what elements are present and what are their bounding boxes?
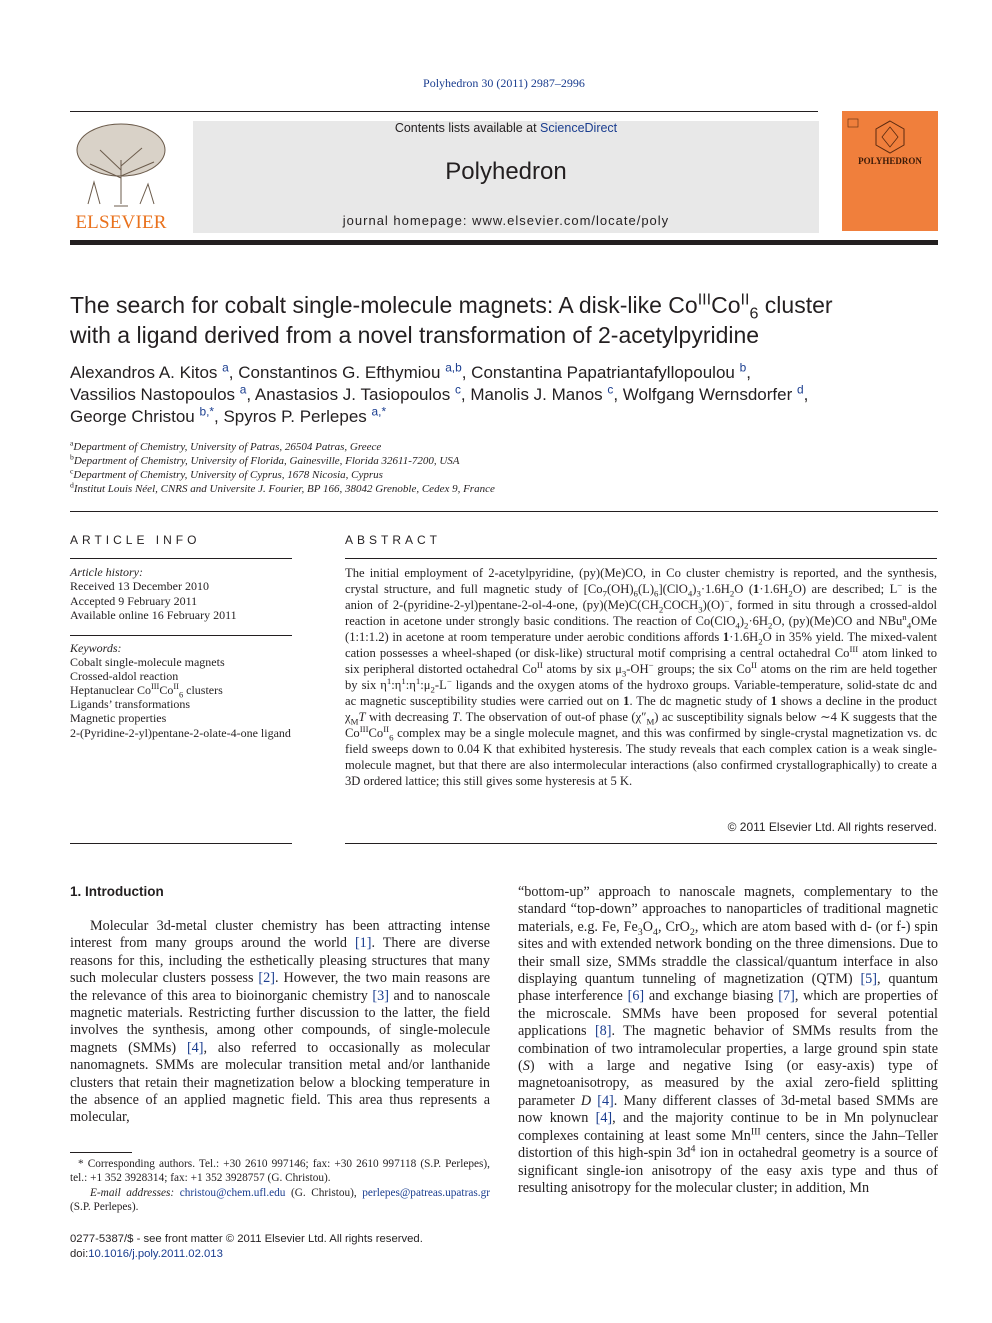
header-rule — [70, 111, 818, 112]
citation-link[interactable]: [5] — [860, 971, 877, 988]
history-online: Available online 16 February 2011 — [70, 608, 237, 623]
keyword: 2-(Pyridine-2-yl)pentane-2-olate-4-one ligand — [70, 725, 291, 740]
keyword: Ligands’ transformations — [70, 697, 191, 712]
contents-prefix: Contents lists available at — [394, 121, 541, 135]
author: Constantinos G. Efthymiou $^{a,b}$ — [238, 360, 462, 382]
citation-link[interactable]: [8] — [594, 1023, 612, 1040]
author-affiliation-link[interactable]: b,* — [199, 404, 215, 419]
history-label: Article history: — [70, 565, 143, 579]
abstract-heading: ABSTRACT — [345, 533, 442, 547]
article-history — [70, 565, 292, 623]
journal-citation-link[interactable]: Polyhedron 30 (2011) 2987–2996 — [423, 76, 585, 90]
affiliation: $^a$Department of Chemistry, University of Patras, 26504 Patras, Greece — [70, 438, 382, 453]
citation-link[interactable]: [7] — [778, 988, 795, 1005]
title-sup: III — [697, 290, 712, 309]
abstract-rule — [345, 558, 937, 559]
corresponding-author-note: * Corresponding authors. Tel.: +30 2610 997146; fax: +30 2610 997118 (S.P. Perlepes), tel.: +1 352 3928314; fax: +1 352 3928757 (G. Christou). — [70, 1158, 490, 1185]
author: Spyros P. Perlepes $^{a,*}$ — [223, 404, 387, 426]
title-part: Co — [711, 292, 741, 318]
title-part: cluster — [758, 292, 833, 318]
title-sub: 6 — [749, 304, 759, 323]
doi-link[interactable]: 10.1016/j.poly.2011.02.013 — [88, 1247, 223, 1260]
author-affiliation-link[interactable]: c — [454, 382, 461, 397]
title-sup: II — [740, 290, 750, 309]
copyright-notice: © 2011 Elsevier Ltd. All rights reserved. — [727, 820, 937, 834]
abstract-bottom-rule — [345, 843, 937, 844]
journal-name: Polyhedron — [445, 158, 567, 185]
author-affiliation-link[interactable]: b — [739, 360, 747, 375]
contents-line — [193, 121, 819, 135]
cover-title: POLYHEDRON — [858, 156, 922, 166]
article-info-rule — [70, 558, 292, 559]
author: Vassilios Nastopoulos $^a$ — [70, 382, 247, 404]
author: Manolis J. Manos $^c$ — [470, 382, 614, 404]
title-part: The search for cobalt single-molecule magnets: A disk-like Co — [70, 292, 698, 318]
journal-cover-image — [842, 111, 938, 231]
author: George Christou $^{b,*}$ — [70, 404, 215, 426]
author-affiliation-link[interactable]: d — [796, 382, 804, 397]
author-affiliation-link[interactable]: a — [239, 382, 247, 397]
section-rule — [70, 511, 938, 512]
author-affiliation-link[interactable]: a — [222, 360, 229, 375]
homepage-prefix: journal homepage: — [342, 213, 473, 228]
article-title — [70, 290, 950, 350]
author-affiliation-link[interactable]: a,* — [371, 404, 387, 419]
keyword: Crossed-aldol reaction — [70, 669, 179, 684]
citation-link[interactable]: [4] — [186, 1039, 204, 1056]
email-note: E-mail addresses: christou@chem.ufl.edu (G. Christou), perlepes@patreas.upatras.gr (S.P. Perlepes). — [70, 1186, 490, 1214]
affiliation: $^c$Department of Chemistry, University of Cyprus, 1678 Nicosia, Cyprus — [70, 466, 383, 481]
intro-column-2: “bottom-up” approach to nanoscale magnets, complementary to the standard “top-down” approaches to nanoparticles of traditional magnetic materials, e.g. Fe, $Fe_3O_4$, CrO$_2$, which are atom based with d- (or f-) spin sites and with extended network bonding on the three dimensions. Due to their small size, SMMs straddle the classical/quantum interface in also displaying quantum tunneling of magnetization (QTM) [5], quantum phase interference [6] and exchange biasing [7], which are properties of the microscale. SMMs have been proposed for several potential applications [8]. The magnetic behavior of SMMs results from the combination of two intramolecular properties, a large ground spin state (S) with a large and negative Ising (or easy-axis) type of magnetoanisotropy, as measured by the axial zero-field splitting parameter D [4]. Many different classes of 3d-metal based SMMs are now known [4], and the majority continue to be in Mn polynuclear complexes containing at least some $Mn^{III}$ centers, since the Jahn–Teller distortion of this high-spin $3d^4$ ion in octahedral geometry is a source of significant single-ion anisotropy of the easy axis type and thus of resulting anisotropy for the molecular cluster; in addition, Mn — [518, 884, 939, 1196]
citation-link[interactable]: [3] — [372, 987, 389, 1004]
front-matter-notice — [70, 1232, 490, 1261]
author: Constantina Papatriantafyllopoulou $^b$ — [471, 360, 747, 382]
footnotes — [70, 1157, 490, 1215]
author: Anastasios J. Tasiopoulos $^c$ — [254, 382, 461, 404]
introduction-heading: 1. Introduction — [70, 884, 164, 899]
affiliation: $^b$Department of Chemistry, University of Florida, Gainesville, Florida 32611-7200, USA — [70, 452, 460, 467]
sciencedirect-link[interactable]: ScienceDirect — [540, 121, 618, 135]
journal-homepage — [193, 213, 819, 228]
keyword: Heptanuclear $Co^{III}Co^{II}_6$ clusters — [70, 682, 223, 700]
author: Wolfgang Wernsdorfer $^d$ — [622, 382, 804, 404]
history-accepted: Accepted 9 February 2011 — [70, 593, 198, 608]
abstract-text: The initial employment of 2-acetylpyridine, (py)(Me)CO, in Co cluster chemistry is reported, and the synthesis, crystal structure, and full magnetic study of $[Co_7(OH)_6(L)_6](ClO_4)_3\cdot 1.6H_2O$ $(1\cdot 1.6H_2O)$ are described; L− is the anion of 2-(pyridine-2-yl)pentane-2-ol-4-one, $(py)(Me)C(CH_2COCH_3)(O)^-$, formed in situ through a crossed-aldol reaction in acetone under strongly basic conditions. The reaction of $Co(ClO_4)_2\cdot 6H_2O$, (py)(Me)CO and NBu$^n_4$OMe (1:1:1.2) in acetone at room temperature under aerobic conditions affords $1\cdot 1.6H_2O$ in 35% yield. The mixed-valent cation possesses a wheel-shaped (or disk-like) structural motif comprising a central octahedral $Co^{III}$ atom linked to six peripheral distorted octahedral $Co^{II}$ atoms by six $\mu_3-OH^-$ groups; the six $Co^{II}$ atoms on the rim are held together by six $\eta^1:\eta^1:\eta^1:\mu_2-L^-$ ligands and the oxygen atoms of the hydroxo groups. Variable-temperature, solid-state dc and ac magnetic susceptibility studies were carried out on 1. The dc magnetic study of 1 shows a decline in the product $\chi_MT$ with decreasing T. The observation of out-of phase $(\chi''_M)$ ac susceptibility signals below ∼4 K suggests that the $Co^{III}Co^{II}_6$ complex may be a single molecule magnet, and this was confirmed by single-crystal magnetization vs. dc field sweeps down to 0.04 K that exhibited hysteresis. The study reveals that each complex cation is a weak single-molecule magnet, but that there are also intermolecular interactions (also confirmed crystallographically) to create a 3D ordered lattice; this still gives some hysteresis at 5 K. — [345, 566, 938, 788]
affiliation: $^d$Institut Louis Néel, CNRS and Universite J. Fourier, BP 166, 38042 Grenoble, Cedex 9, France — [70, 480, 495, 495]
elsevier-tree-icon — [70, 120, 172, 210]
citation-link[interactable]: [4] — [597, 1092, 614, 1109]
intro-column-1: Molecular 3d-metal cluster chemistry has been attracting intense interest from many groups around the world [1]. There are diverse reasons for this, including the esthetically pleasing structures that many such molecular clusters possess [2]. However, the two main reasons are the relevance of this area to bioinorganic chemistry [3] and to nanoscale magnetic materials. Restricting further discussion to the latter, the field involves the synthesis, among other compounds, of single-molecule magnets (SMMs) [4], also referred to occasionally as molecular nanomagnets. SMMs are molecular transition metal and/or lanthanide clusters that retain their magnetization below a blocking temperature in the absence of an applied magnetic field. This area thus represents a molecular, — [70, 918, 491, 1126]
elsevier-wordmark: ELSEVIER — [75, 212, 167, 233]
keyword: Magnetic properties — [70, 711, 167, 726]
header-thick-rule — [70, 240, 938, 245]
elsevier-logo — [70, 120, 172, 232]
author-list: Alexandros A. Kitos $^a$, Constantinos G. Efthymiou $^{a,b}$, Constantina Papatriantafyllopoulou $^b$, Vassilios Nastopoulos $^a$, Anastasios J. Tasiopoulos $^c$, Manolis J. Manos $^c$, Wolfgang Wernsdorfer $^d$, George Christou $^{b,*}$, Spyros P. Perlepes $^{a,*}$ — [70, 360, 809, 426]
doi-line: doi:10.1016/j.poly.2011.02.013 — [70, 1247, 223, 1260]
title-line-2: with a ligand derived from a novel transformation of 2-acetylpyridine — [70, 322, 760, 348]
keywords-rule — [70, 635, 292, 636]
author-affiliation-link[interactable]: c — [607, 382, 614, 397]
history-received: Received 13 December 2010 — [70, 579, 209, 594]
email-link-christou[interactable]: christou@chem.ufl.edu — [179, 1186, 286, 1199]
affiliation-list — [70, 440, 930, 496]
keywords-label: Keywords: — [70, 641, 122, 655]
footnote-rule — [70, 1152, 132, 1153]
homepage-url-link[interactable]: www.elsevier.com/locate/poly — [472, 213, 670, 228]
author-affiliation-link[interactable]: a,b — [445, 360, 462, 375]
citation-link[interactable]: [1] — [354, 935, 372, 952]
email-link-perlepes[interactable]: perlepes@patreas.upatras.gr — [362, 1186, 490, 1199]
citation-link[interactable]: [4] — [595, 1110, 613, 1127]
keyword-list — [70, 641, 292, 740]
citation-link[interactable]: [6] — [627, 988, 645, 1005]
polyhedron-cover-icon — [842, 117, 938, 157]
author: Alexandros A. Kitos $^a$ — [70, 360, 229, 382]
issn-line: 0277-5387/$ - see front matter © 2011 Elsevier Ltd. All rights reserved. — [70, 1233, 423, 1245]
article-info-bottom-rule — [70, 843, 292, 844]
citation-link[interactable]: [2] — [258, 970, 275, 987]
article-info-heading: ARTICLE INFO — [70, 533, 201, 547]
keyword: Cobalt single-molecule magnets — [70, 655, 225, 670]
